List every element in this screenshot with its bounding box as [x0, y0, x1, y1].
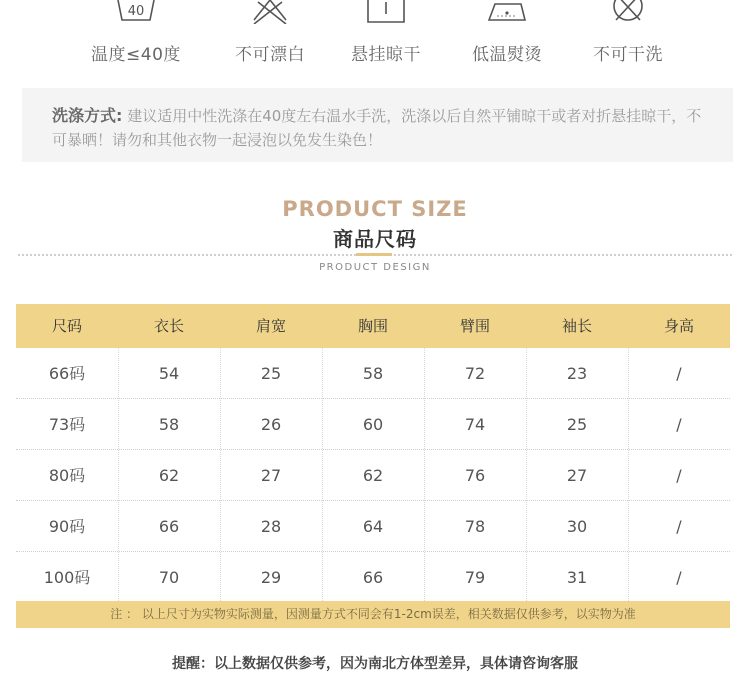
cell-length: 70 — [158, 568, 180, 587]
cell-size: 73码 — [48, 415, 86, 434]
cell-sleeve: 30 — [566, 517, 588, 536]
cell-length: 62 — [158, 466, 180, 485]
cell-shoulder: 25 — [260, 364, 282, 383]
table-row — [16, 450, 730, 501]
cell-height: / — [676, 415, 682, 434]
cell-height: / — [676, 568, 682, 587]
section-subtitle: PRODUCT DESIGN — [319, 262, 431, 273]
cell-height: / — [676, 466, 682, 485]
cell-arm: 79 — [464, 568, 486, 587]
table-row — [16, 399, 730, 450]
cell-length: 66 — [158, 517, 180, 536]
care-label-line-dry: 悬挂晾干 — [351, 45, 421, 65]
wash-40-icon — [116, 0, 156, 24]
cell-sleeve: 27 — [566, 466, 588, 485]
cell-shoulder: 26 — [260, 415, 282, 434]
cell-shoulder: 28 — [260, 517, 282, 536]
table-row — [16, 348, 730, 399]
cell-shoulder: 29 — [260, 568, 282, 587]
header-shoulder: 肩宽 — [255, 317, 286, 335]
cell-arm: 74 — [464, 415, 486, 434]
no-bleach-icon — [250, 0, 290, 24]
cell-size: 90码 — [48, 517, 86, 536]
low-iron-icon — [487, 0, 527, 24]
table-row — [16, 552, 730, 603]
cell-chest: 64 — [362, 517, 384, 536]
care-label-no-dry-clean: 不可干洗 — [593, 45, 663, 65]
cell-chest: 62 — [362, 466, 384, 485]
cell-height: / — [676, 364, 682, 383]
cell-arm: 76 — [464, 466, 486, 485]
care-label-wash: 温度≤40度 — [91, 45, 181, 65]
cell-arm: 78 — [464, 517, 486, 536]
header-length: 衣长 — [153, 317, 184, 335]
cell-size: 100码 — [43, 568, 91, 587]
cell-sleeve: 23 — [566, 364, 588, 383]
cell-chest: 60 — [362, 415, 384, 434]
care-label-no-bleach: 不可漂白 — [235, 45, 305, 65]
section-title-cn: 商品尺码 — [333, 227, 417, 251]
header-height: 身高 — [663, 317, 694, 335]
cell-size: 80码 — [48, 466, 86, 485]
cell-shoulder: 27 — [260, 466, 282, 485]
cell-length: 58 — [158, 415, 180, 434]
cell-chest: 58 — [362, 364, 384, 383]
wash-note-title: 洗涤方式: — [52, 106, 123, 125]
header-size: 尺码 — [51, 317, 82, 335]
care-instructions — [0, 0, 750, 75]
table-note: 注 ： 以上尺寸为实物实际测量，因测量方式不同会有1-2cm误差，相关数据仅供参考，以实物为准 — [16, 601, 730, 628]
table-row — [16, 501, 730, 552]
cell-chest: 66 — [362, 568, 384, 587]
heading-accent-bar — [356, 253, 392, 256]
cell-length: 54 — [158, 364, 180, 383]
cell-height: / — [676, 517, 682, 536]
no-dry-clean-icon — [608, 0, 648, 24]
cell-size: 66码 — [48, 364, 86, 383]
care-label-low-iron: 低温熨烫 — [472, 45, 542, 65]
table-header — [16, 304, 730, 348]
wash-note-box — [22, 88, 733, 162]
cell-arm: 72 — [464, 364, 486, 383]
cell-sleeve: 31 — [566, 568, 588, 587]
line-dry-icon — [366, 0, 406, 24]
size-reminder: 提醒：以上数据仅供参考，因为南北方体型差异，具体请咨询客服 — [172, 656, 578, 672]
section-title-en: PRODUCT SIZE — [282, 197, 468, 221]
header-arm: 臂围 — [459, 317, 490, 335]
header-chest: 胸围 — [357, 317, 388, 335]
wash-temp-symbol: 40 — [127, 4, 145, 19]
header-sleeve: 袖长 — [561, 317, 592, 335]
cell-sleeve: 25 — [566, 415, 588, 434]
wash-note-text: 建议适用中性洗涤在40度左右温水手洗，洗涤以后自然平铺晾干或者对折悬挂晾干，不可暴晒！请勿和其他衣物一起浸泡以免发生染色！ — [52, 107, 702, 149]
